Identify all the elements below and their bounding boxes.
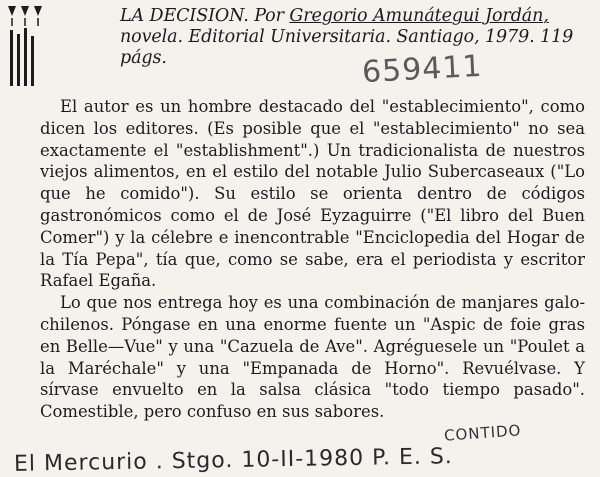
column-logo-icon [4,0,50,92]
review-paragraph: Lo que nos entrega hoy es una combinación de manjares galo-chilenos. Póngase en una enorme fuente un "Aspic de foie gras en Belle—Vue" y una "Cazuela de Ave". Agréguesele un "Poulet a la Maréchale" y una "Empanada de Horno". Revuélvase. Y sírvase envuelto en la salsa clásica "todo tiempo pasado". Comestible, pero confuso en sus sabores. [40,293,585,422]
handwritten-note: CONTIDO [443,421,522,445]
review-heading [120,6,590,69]
book-title: LA DECISION. [120,6,249,26]
review-paragraph: El autor es un hombre destacado del "establecimiento", como dicen los editores. (Es posible que el "establecimiento" no sea exactamente el "establishment".) Un tradicionalista de nuestros viejos alimentos, en el estilo del notable Julio Subercaseaux ("Lo que he comido"). Su estilo se orienta dentro de códigos gastronómicos como el de José Eyzaguirre ("El libro del Buen Comer") y la célebre e inencontrable "Enciclopedia del Hogar de la Tía Pepa", tía que, como se sabe, era el periodista y escritor Rafael Egaña. [40,97,585,291]
source-annotation: El Mercurio . Stgo. 10-II-1980 P. E. S. [13,444,454,477]
book-meta: novela. Editorial Universitaria. Santiago, 1979. 119 págs. [120,27,574,68]
author-prefix: Por [254,6,284,26]
book-author: Gregorio Amunátegui Jordán, [289,6,549,26]
catalog-number: 659411 [361,48,484,91]
review-body [40,96,585,423]
